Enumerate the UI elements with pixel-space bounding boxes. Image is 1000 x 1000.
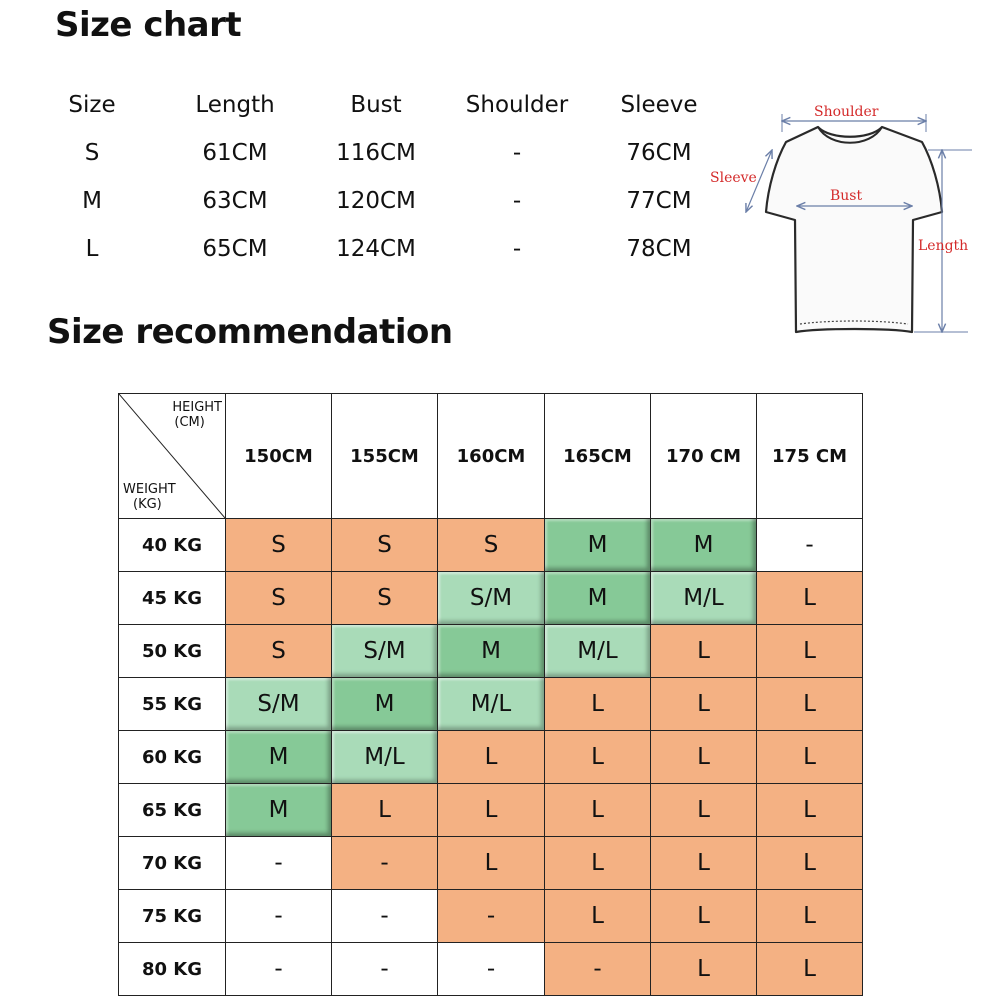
size-cell: L — [651, 943, 757, 996]
size-cell: S — [438, 519, 545, 572]
weight-label: 55 KG — [119, 678, 226, 731]
size-chart-cell: 116CM — [336, 140, 416, 166]
shoulder-label: Shoulder — [814, 104, 879, 120]
weight-label: 50 KG — [119, 625, 226, 678]
size-chart-cell: - — [512, 236, 522, 262]
table-row — [119, 572, 863, 625]
size-cell: M — [332, 678, 438, 731]
table-row — [119, 731, 863, 784]
size-cell: L — [757, 678, 863, 731]
size-cell: L — [545, 784, 651, 837]
table-row — [119, 943, 863, 996]
size-cell: L — [651, 731, 757, 784]
size-cell: L — [332, 784, 438, 837]
size-chart-cell: L — [85, 236, 99, 262]
height-header: 165CM — [545, 394, 651, 519]
size-cell: M — [545, 572, 651, 625]
size-cell: L — [438, 837, 545, 890]
height-header: 175 CM — [757, 394, 863, 519]
size-cell: S — [226, 572, 332, 625]
size-cell: - — [545, 943, 651, 996]
size-cell: L — [757, 572, 863, 625]
table-row — [119, 784, 863, 837]
size-cell: L — [757, 731, 863, 784]
weight-axis-label: WEIGHT (KG) — [123, 482, 176, 512]
size-cell: M/L — [651, 572, 757, 625]
size-cell: - — [438, 890, 545, 943]
length-label: Length — [918, 238, 969, 254]
size-chart-cell: 120CM — [336, 188, 416, 214]
table-row — [119, 837, 863, 890]
size-cell: M — [226, 784, 332, 837]
size-cell: - — [332, 890, 438, 943]
size-chart-header-bust: Bust — [350, 92, 402, 118]
size-cell: S/M — [438, 572, 545, 625]
tshirt-outline — [766, 127, 942, 332]
size-chart-cell: 61CM — [202, 140, 268, 166]
size-cell: S/M — [226, 678, 332, 731]
size-chart-header-length: Length — [195, 92, 275, 118]
size-chart-header-sleeve: Sleeve — [620, 92, 698, 118]
table-row — [119, 625, 863, 678]
size-cell: L — [757, 625, 863, 678]
size-chart-cell: 76CM — [626, 140, 692, 166]
size-cell: L — [545, 731, 651, 784]
size-cell: L — [757, 943, 863, 996]
weight-label: 45 KG — [119, 572, 226, 625]
size-chart-cell: - — [512, 140, 522, 166]
size-cell: S — [226, 519, 332, 572]
size-chart-header-size: Size — [68, 92, 116, 118]
size-recommendation-title: Size recommendation — [47, 312, 453, 352]
size-chart-cell: 65CM — [202, 236, 268, 262]
size-cell: L — [757, 784, 863, 837]
size-cell: - — [332, 943, 438, 996]
size-cell: - — [226, 837, 332, 890]
size-cell: - — [226, 890, 332, 943]
size-cell: S/M — [332, 625, 438, 678]
weight-label: 80 KG — [119, 943, 226, 996]
size-chart-cell: 124CM — [336, 236, 416, 262]
size-cell: L — [651, 784, 757, 837]
weight-label: 60 KG — [119, 731, 226, 784]
size-cell: L — [545, 890, 651, 943]
size-cell: M — [438, 625, 545, 678]
size-cell: S — [332, 519, 438, 572]
size-cell: - — [332, 837, 438, 890]
size-cell: - — [226, 943, 332, 996]
size-cell: - — [757, 519, 863, 572]
size-cell: L — [651, 837, 757, 890]
size-cell: M — [545, 519, 651, 572]
corner-cell — [119, 394, 226, 519]
table-row — [119, 519, 863, 572]
size-cell: M/L — [545, 625, 651, 678]
size-cell: L — [651, 678, 757, 731]
size-cell: L — [545, 678, 651, 731]
tshirt-measurement-diagram — [700, 92, 1000, 342]
size-cell: L — [651, 625, 757, 678]
size-cell: M/L — [438, 678, 545, 731]
size-chart-cell: 78CM — [626, 236, 692, 262]
size-chart-title: Size chart — [55, 5, 242, 45]
size-chart-header-shoulder: Shoulder — [465, 92, 569, 118]
size-chart-cell: S — [84, 140, 100, 166]
size-cell: M/L — [332, 731, 438, 784]
size-cell: L — [545, 837, 651, 890]
sleeve-label: Sleeve — [710, 170, 757, 186]
height-header: 150CM — [226, 394, 332, 519]
weight-label: 65 KG — [119, 784, 226, 837]
height-header: 160CM — [438, 394, 545, 519]
bust-label: Bust — [830, 188, 863, 204]
size-chart-cell: 77CM — [626, 188, 692, 214]
size-chart-cell: - — [512, 188, 522, 214]
size-cell: L — [651, 890, 757, 943]
size-recommendation-table — [118, 393, 863, 996]
size-cell: L — [757, 890, 863, 943]
size-cell: L — [438, 731, 545, 784]
weight-label: 75 KG — [119, 890, 226, 943]
size-cell: - — [438, 943, 545, 996]
size-cell: M — [651, 519, 757, 572]
size-chart-cell: 63CM — [202, 188, 268, 214]
table-row — [119, 890, 863, 943]
size-chart-cell: M — [82, 188, 102, 214]
size-cell: L — [757, 837, 863, 890]
table-row — [119, 678, 863, 731]
size-cell: S — [226, 625, 332, 678]
size-cell: M — [226, 731, 332, 784]
height-header: 155CM — [332, 394, 438, 519]
size-cell: L — [438, 784, 545, 837]
table-header-row — [119, 394, 863, 519]
weight-label: 70 KG — [119, 837, 226, 890]
height-axis-label: HEIGHT (CM) — [172, 400, 222, 430]
weight-label: 40 KG — [119, 519, 226, 572]
size-cell: S — [332, 572, 438, 625]
height-header: 170 CM — [651, 394, 757, 519]
